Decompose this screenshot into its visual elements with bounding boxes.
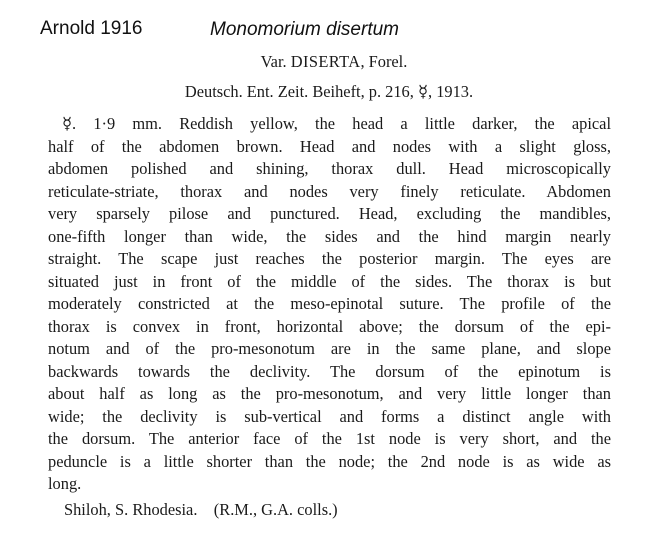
description-line: abdomen polished and shining, thorax dull. Head microscopically <box>48 159 611 178</box>
description-line: the dorsum. The anterior face of the 1st node is very short, and the <box>48 429 611 448</box>
description-paragraph <box>48 113 611 496</box>
variety-line <box>0 52 668 72</box>
description-line: one-fifth longer than wide, the sides and the hind margin nearly <box>48 226 611 246</box>
citation: Deutsch. Ent. Zeit. Beiheft, p. 216, ☿, 1913. <box>184 82 474 101</box>
description-line: half of the abdomen brown. Head and nodes with a slight gloss, <box>48 136 611 156</box>
variety-name: DISERTA <box>290 52 361 71</box>
description-line: situated just in front of the middle of the sides. The thorax is but <box>48 271 611 291</box>
description-line: straight. The scape just reaches the posterior margin. The eyes are <box>48 249 611 268</box>
description-line: thorax is convex in front, horizontal above; the dorsum of the epi- <box>48 316 611 336</box>
description-line: peduncle is a little shorter than the node; the 2nd node is as wide as <box>48 451 611 471</box>
description-line: long. <box>48 474 82 493</box>
author-year-heading: Arnold 1916 <box>40 18 143 39</box>
locality-line: Shiloh, S. Rhodesia. (R.M., G.A. colls.) <box>64 500 338 519</box>
description-line: very sparsely pilose and punctured. Head, excluding the mandibles, <box>48 204 611 223</box>
description-line: notum and of the pro-mesonotum are in the same plane, and slope <box>48 339 611 358</box>
variety-suffix: , Forel. <box>360 52 408 71</box>
species-heading: Monomorium disertum <box>210 19 399 40</box>
description-line: ☿. 1·9 mm. Reddish yellow, the head a little darker, the apical <box>62 114 611 133</box>
description-line: backwards towards the declivity. The dorsum of the epinotum is <box>48 361 611 381</box>
description-line: wide; the declivity is sub-vertical and forms a distinct angle with <box>48 406 611 426</box>
variety-prefix: Var. <box>260 52 287 71</box>
description-line: about half as long as the pro-mesonotum, and very little longer than <box>48 384 611 403</box>
description-line: reticulate-striate, thorax and nodes very finely reticulate. Abdomen <box>48 181 611 201</box>
description-line: moderately constricted at the meso-epinotal suture. The profile of the <box>48 294 611 313</box>
